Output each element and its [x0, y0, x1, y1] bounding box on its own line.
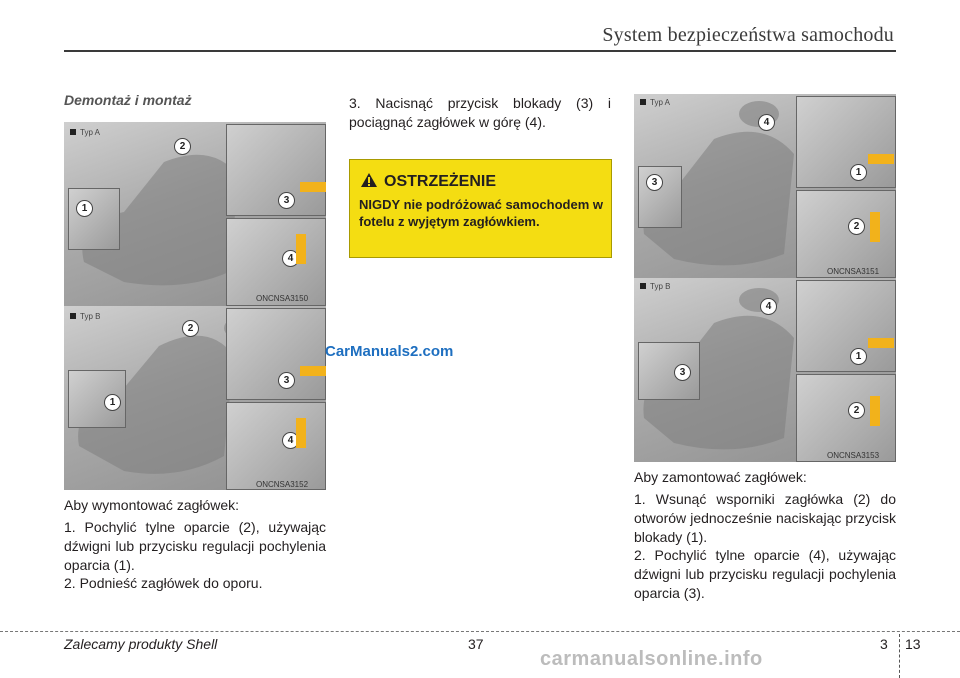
callout-4: 4: [760, 298, 777, 315]
inset-lock-button: [796, 280, 896, 372]
callout-3: 3: [674, 364, 691, 381]
arrow-icon: [296, 418, 306, 448]
arrow-icon: [296, 234, 306, 264]
figure-seat-type-a-install: [634, 94, 896, 278]
figure-seat-type-b: [64, 306, 326, 490]
warning-text: NIGDY nie podróżować samochodem w fotelu z wyjętym zagłówkiem.: [359, 197, 603, 229]
figure-type-label: Typ A: [70, 128, 100, 137]
warning-triangle-icon: [360, 172, 378, 188]
callout-4: 4: [758, 114, 775, 131]
inset-lock-button: [226, 308, 326, 400]
callout-2: 2: [848, 218, 865, 235]
arrow-icon: [300, 182, 326, 192]
inset-headrest-up: [226, 218, 326, 306]
inset-headrest-up: [226, 402, 326, 490]
arrow-icon: [300, 366, 326, 376]
section-heading: Demontaż i montaż: [64, 92, 192, 108]
callout-4: 4: [282, 250, 299, 267]
header-rule: [64, 50, 896, 52]
arrow-icon: [870, 396, 880, 426]
callout-1: 1: [850, 164, 867, 181]
inset-headrest-down: [796, 374, 896, 462]
callout-1: 1: [104, 394, 121, 411]
figure-type-label: Typ A: [640, 98, 670, 107]
figure-seat-type-b-install: [634, 278, 896, 462]
removal-step-2: 2. Podnieść zagłówek do oporu.: [64, 575, 263, 591]
callout-1: 1: [76, 200, 93, 217]
figure-code: ONCNSA3150: [256, 294, 309, 303]
callout-3: 3: [278, 192, 295, 209]
inset-lock-button: [226, 124, 326, 216]
figure-code: ONCNSA3152: [256, 480, 309, 489]
callout-2: 2: [174, 138, 191, 155]
figure-type-label: Typ B: [70, 312, 100, 321]
footer-rule: [0, 631, 960, 632]
footer-separator: [899, 634, 900, 678]
site-watermark-link[interactable]: CarManuals2.com: [325, 343, 454, 360]
callout-3: 3: [646, 174, 663, 191]
callout-1: 1: [850, 348, 867, 365]
inset-headrest-down: [796, 190, 896, 278]
callout-4: 4: [282, 432, 299, 449]
removal-step-3: 3. Nacisnąć przycisk blokady (3) i pociągnąć zagłówek w górę (4).: [349, 95, 611, 130]
callout-2: 2: [848, 402, 865, 419]
arrow-icon: [868, 338, 894, 348]
install-step-1: 1. Wsunąć wsporniki zagłówka (2) do otworów jednocześnie naciskając przycisk blokady (1).: [634, 491, 896, 545]
inset-lever: [68, 188, 120, 250]
figure-code: ONCNSA3153: [827, 451, 880, 460]
arrow-icon: [868, 154, 894, 164]
removal-intro: Aby wymontować zagłówek:: [64, 497, 240, 513]
install-step-2: 2. Pochylić tylne oparcie (4), używając dźwigni lub przycisku regulacji pochylenia oparcia (3).: [634, 547, 896, 601]
inset-lock-button: [796, 96, 896, 188]
figure-seat-type-a: [64, 122, 326, 306]
removal-step-1: 1. Pochylić tylne oparcie (2), używając dźwigni lub przycisku regulacji pochylenia oparcia (1).: [64, 519, 326, 573]
footer-slogan: Zalecamy produkty Shell: [64, 636, 218, 652]
bottom-watermark: carmanualsonline.info: [540, 648, 763, 670]
warning-title: OSTRZEŻENIE: [384, 173, 497, 190]
running-header-title: System bezpieczeństwa samochodu: [602, 24, 894, 46]
page-number: 37: [468, 636, 484, 652]
install-intro: Aby zamontować zagłówek:: [634, 469, 807, 485]
callout-3: 3: [278, 372, 295, 389]
figure-code: ONCNSA3151: [827, 267, 880, 276]
figure-type-label: Typ B: [640, 282, 670, 291]
arrow-icon: [870, 212, 880, 242]
section-page-number: 13: [905, 636, 921, 652]
section-number: 3: [880, 636, 888, 652]
callout-2: 2: [182, 320, 199, 337]
